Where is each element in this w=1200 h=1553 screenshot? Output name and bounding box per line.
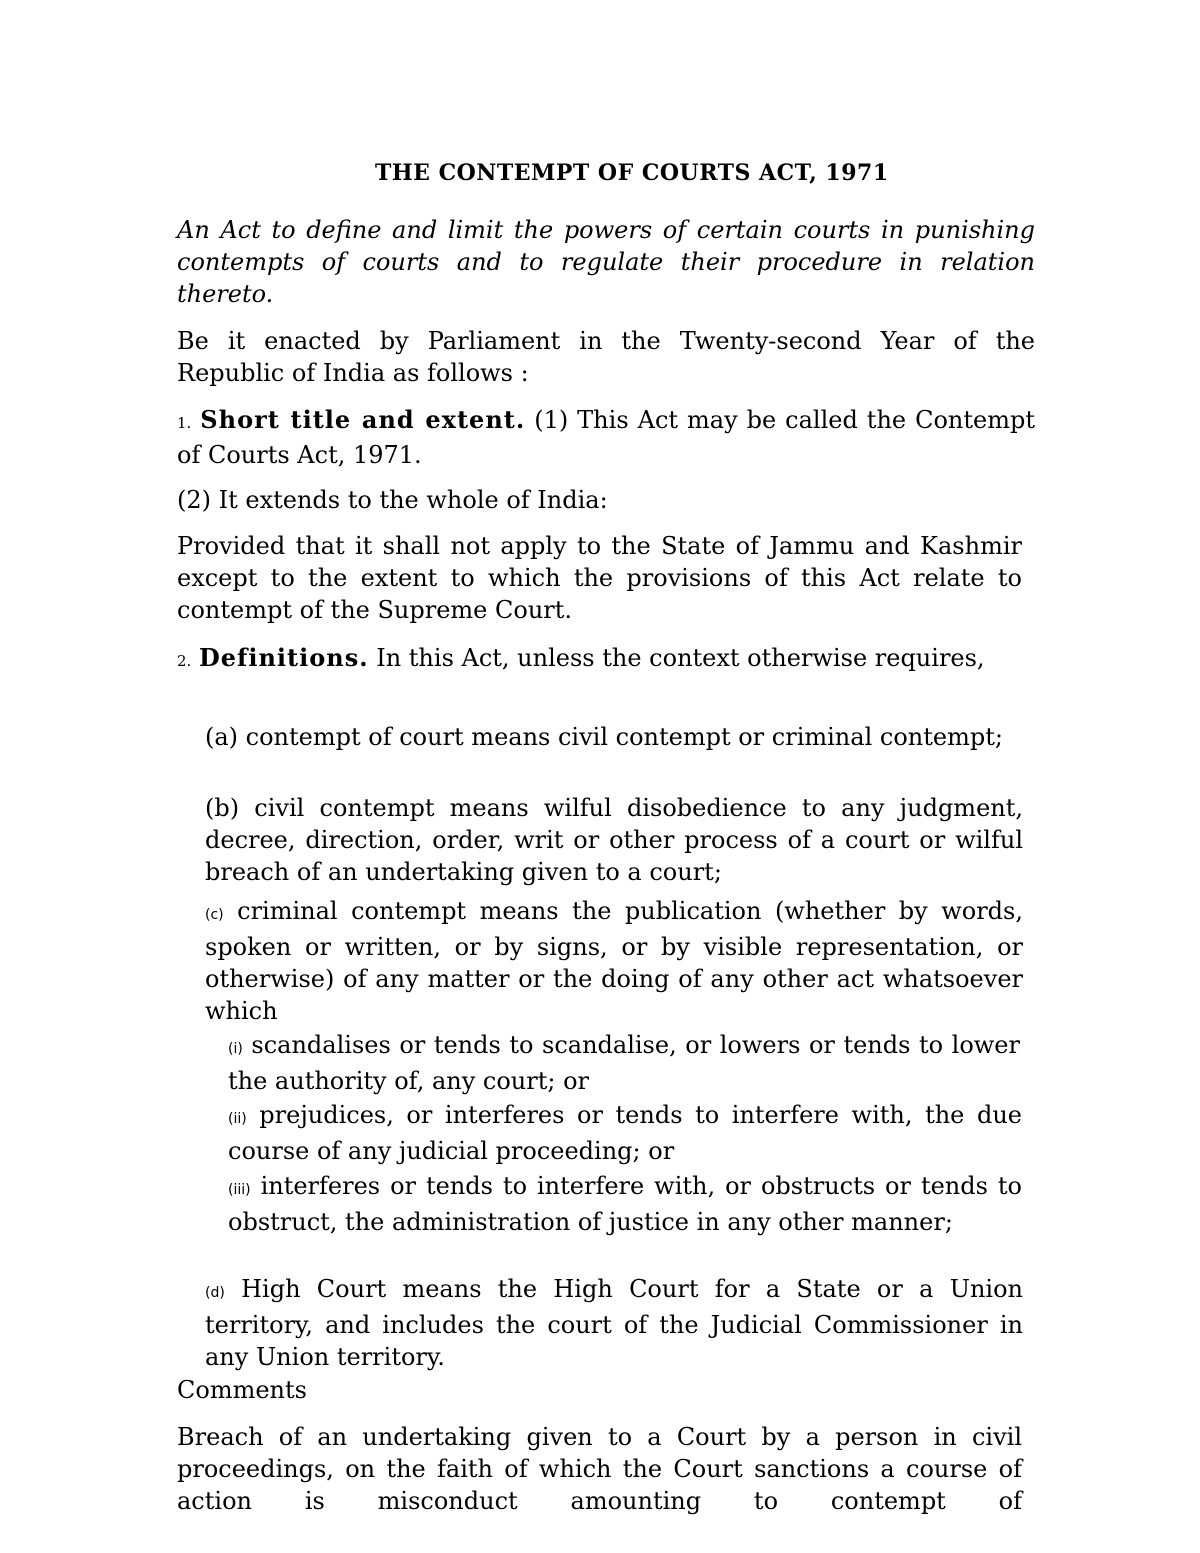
clause-d-label: (d) xyxy=(205,1285,225,1301)
document-title: THE CONTEMPT OF COURTS ACT, 1971 xyxy=(375,160,889,186)
preamble xyxy=(177,214,1035,310)
subclause-i xyxy=(228,1029,1020,1097)
clause-d-text: High Court means the High Court for a State or a Union territory, and includes the court of the Judicial Commissioner in any Union territory. xyxy=(205,1275,1023,1371)
clause-a-text: (a) contempt of court means civil contempt or criminal contempt; xyxy=(205,723,1003,751)
subclause-i-text: scandalises or tends to scandalise, or lowers or tends to lower the authority of, any court; or xyxy=(228,1031,1020,1095)
section-1-subsection-2-text: (2) It extends to the whole of India: xyxy=(177,486,608,514)
subclause-ii xyxy=(228,1099,1022,1167)
section-2-heading: Definitions. xyxy=(198,643,369,672)
subclause-iii-label: (iii) xyxy=(228,1182,251,1198)
subclause-i-label: (i) xyxy=(228,1041,243,1057)
section-1-number: 1. xyxy=(177,414,192,432)
clause-c-text: criminal contempt means the publication (whether by words, spoken or written, or by signs, or by visible representation, or otherwise) of any matter or the doing of any other act whatsoever which xyxy=(205,897,1023,1025)
clause-b-text: (b) civil contempt means wilful disobedience to any judgment, decree, direction, order, writ or other process of a court or wilful breach of an undertaking given to a court; xyxy=(205,794,1023,886)
clause-a xyxy=(205,721,1035,753)
clause-c xyxy=(205,895,1023,1027)
section-1-subsection-2 xyxy=(177,484,1035,516)
clause-c-label: (c) xyxy=(205,907,224,923)
section-1 xyxy=(177,404,1035,471)
section-1-text: (1) This Act may be called the Contempt of Courts Act, 1971. xyxy=(177,406,1035,469)
proviso-text: Provided that it shall not apply to the State of Jammu and Kashmir except to the extent to which the provisions of this Act relate to contempt of the Supreme Court. xyxy=(177,532,1022,624)
subclause-ii-text: prejudices, or interferes or tends to interfere with, the due course of any judicial proceeding; or xyxy=(228,1101,1022,1165)
subclause-ii-label: (ii) xyxy=(228,1111,247,1127)
enactment-clause xyxy=(177,325,1035,389)
clause-d xyxy=(205,1273,1023,1373)
enactment-text: Be it enacted by Parliament in the Twenty-second Year of the Republic of India as follows : xyxy=(177,327,1035,387)
comments-heading xyxy=(177,1374,577,1406)
section-2-number: 2. xyxy=(177,652,192,670)
section-2 xyxy=(177,642,1035,677)
subclause-iii xyxy=(228,1170,1022,1238)
section-1-heading: Short title and extent. xyxy=(200,405,526,434)
subclause-iii-text: interferes or tends to interfere with, or obstructs or tends to obstruct, the administration of justice in any other manner; xyxy=(228,1172,1022,1236)
proviso xyxy=(177,530,1022,626)
clause-b xyxy=(205,792,1023,888)
comments-body-text: Breach of an undertaking given to a Court by a person in civil proceedings, on the faith of which the Court sanctions a course of action is misconduct amounting to contempt of xyxy=(177,1423,1022,1515)
preamble-text: An Act to define and limit the powers of certain courts in punishing contempts of courts and to regulate their procedure in relation thereto. xyxy=(177,216,1035,308)
comments-heading-text: Comments xyxy=(177,1376,307,1404)
section-2-text: In this Act, unless the context otherwise requires, xyxy=(376,644,985,672)
comments-body xyxy=(177,1421,1022,1517)
